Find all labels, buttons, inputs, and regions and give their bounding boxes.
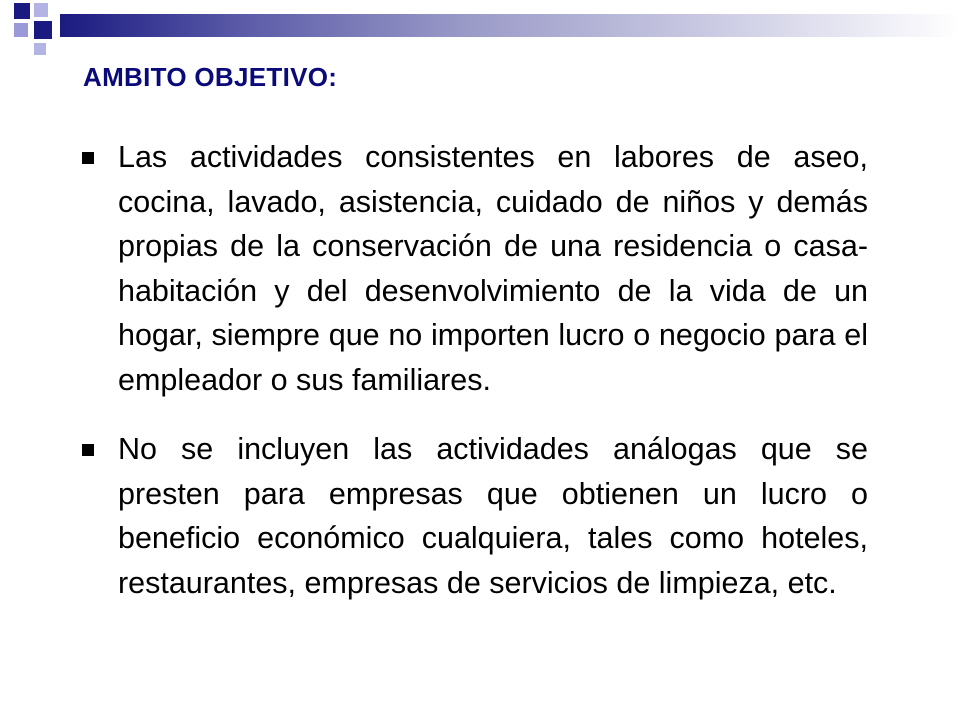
- bullet-list: [82, 135, 868, 630]
- header-gradient-bar: [60, 14, 960, 37]
- slide-title: AMBITO OBJETIVO:: [83, 62, 338, 92]
- square-bullet-icon: [82, 152, 94, 164]
- decor-square-lavender-left: [14, 23, 28, 37]
- bullet-item: [82, 427, 868, 605]
- bullet-text: Las actividades consistentes en labores de aseo, cocina, lavado, asistencia, cuidado de niños y demás propias de la conservación de una residencia o casa-habitación y del desenvolvimiento de la vida de un hogar, siempre que no importen lucro o negocio para el empleador o sus familiares.: [118, 140, 868, 397]
- square-bullet-icon: [82, 444, 94, 456]
- header-decoration: [0, 0, 960, 60]
- decor-square-navy-center: [34, 21, 52, 39]
- decor-square-lavender-bottom: [34, 43, 46, 55]
- decor-square-navy-top-left: [14, 3, 30, 19]
- bullet-text: No se incluyen las actividades análogas que se presten para empresas que obtienen un lucro o beneficio económico cualquiera, tales como hoteles, restaurantes, empresas de servicios de limpieza, etc.: [118, 432, 868, 600]
- bullet-item: [82, 135, 868, 402]
- decor-square-lavender-top: [34, 3, 48, 17]
